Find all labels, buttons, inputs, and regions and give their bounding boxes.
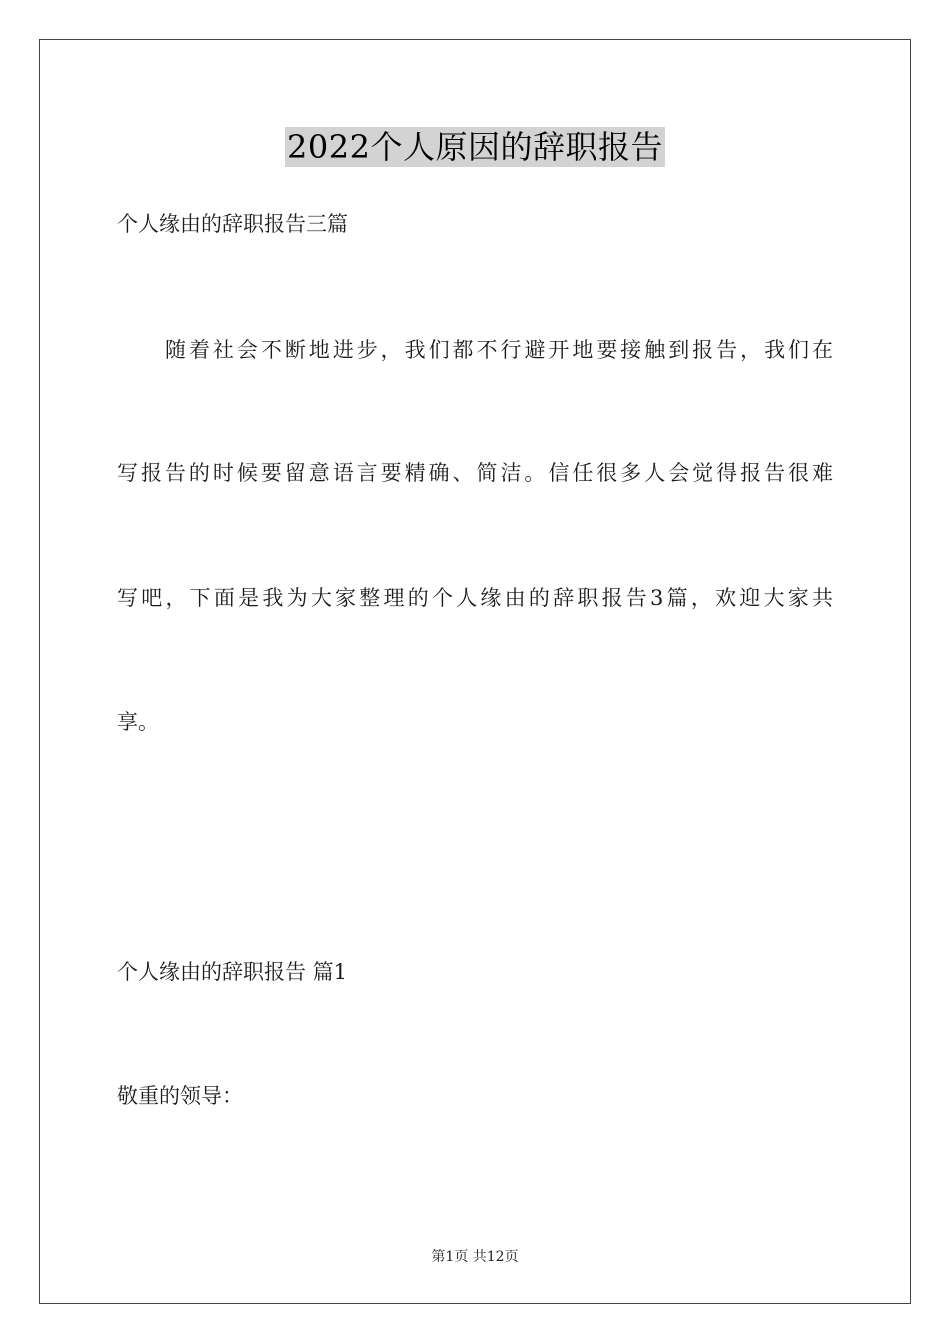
page-footer: 第1页 共12页 <box>431 1249 519 1265</box>
intro-line-2: 写报告的时候要留意语言要精确、简洁。信任很多人会觉得报告很难 <box>117 461 833 485</box>
intro-line-1: 随着社会不断地进步，我们都不行避开地要接触到报告，我们在 <box>165 338 833 362</box>
intro-line-3: 写吧，下面是我为大家整理的个人缘由的辞职报告3篇，欢迎大家共 <box>117 586 833 610</box>
document-title: 2022个人原因的辞职报告 <box>287 128 663 166</box>
intro-line-4: 享。 <box>117 710 159 734</box>
section-heading: 个人缘由的辞职报告 篇1 <box>117 960 348 984</box>
document-subtitle: 个人缘由的辞职报告三篇 <box>117 212 348 236</box>
salutation: 敬重的领导： <box>117 1084 243 1108</box>
title-container <box>0 127 950 167</box>
